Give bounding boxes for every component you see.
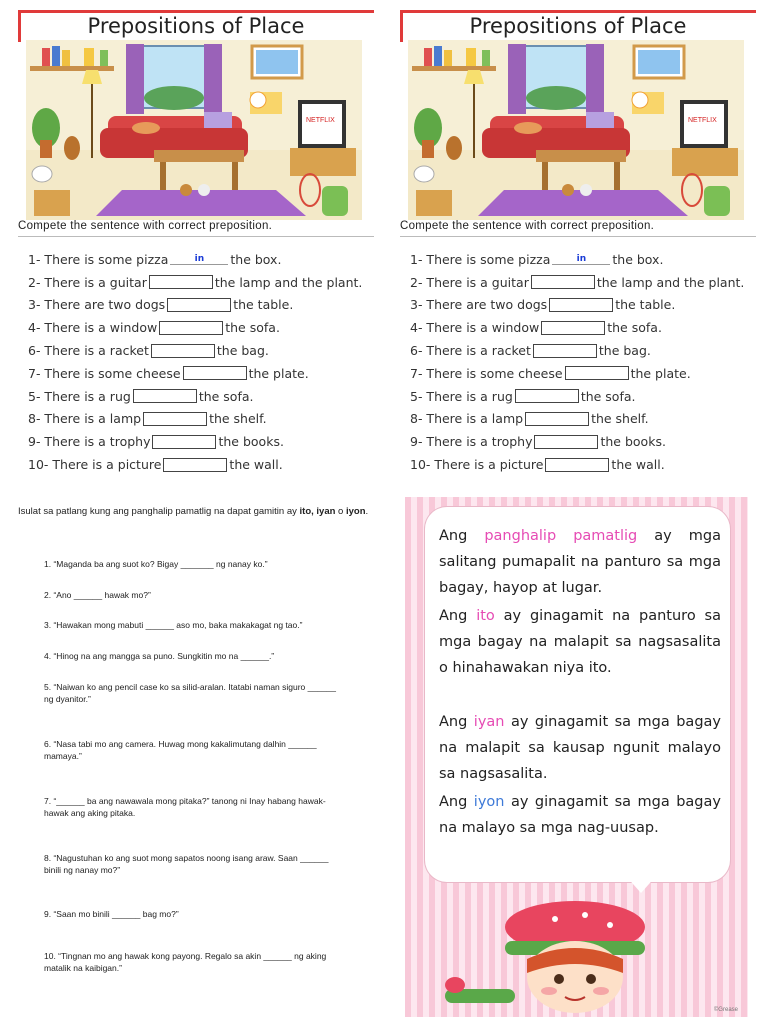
exercise-item: 10. “Tingnan mo ang hawak kong payong. Regalo sa akin ______ ng aking matalik na kaibigan.” bbox=[44, 951, 327, 973]
sentence-row bbox=[28, 385, 368, 408]
highlight-term: ito bbox=[476, 608, 495, 624]
answer-box[interactable] bbox=[565, 366, 629, 380]
sentence-end: the bag. bbox=[598, 343, 651, 359]
para-text: ay ginagamit sa mga bagay na malapit sa kausap ngunit malayo sa nagsasalita. bbox=[439, 714, 721, 782]
answer-box[interactable] bbox=[151, 344, 215, 358]
ito-paragraph bbox=[439, 603, 721, 681]
exercise-item: 7. “______ ba ang nawawala mong pitaka?” tanong ni Inay habang hawak-hawak ang aking pitaka. bbox=[44, 796, 326, 818]
para-text: Ang bbox=[439, 608, 477, 624]
answer-box[interactable] bbox=[525, 412, 589, 426]
answer-box[interactable] bbox=[549, 298, 613, 312]
sentence-row bbox=[410, 248, 750, 271]
pamatlig-exercise bbox=[18, 505, 378, 1005]
worksheet-left bbox=[18, 10, 374, 480]
highlight-term: iyan bbox=[473, 714, 505, 730]
sentence-end: the lamp and the plant. bbox=[596, 274, 745, 290]
highlight-term: panghalip pamatlig bbox=[484, 528, 638, 544]
sentence-end: the sofa. bbox=[225, 320, 280, 336]
sentence-row bbox=[410, 362, 750, 385]
definition-paragraph bbox=[439, 523, 721, 601]
instruction-bold: ito, iyan bbox=[299, 506, 336, 517]
room-scene-illustration bbox=[26, 40, 362, 220]
exercise-item: 5. “Naiwan ko ang pencil case ko sa silid-aralan. Itatabi naman siguro ______ ng dyanitor.” bbox=[44, 682, 337, 704]
sentence-end: the wall. bbox=[229, 457, 283, 473]
sentence-end: the box. bbox=[230, 251, 282, 267]
room-scene-svg bbox=[408, 40, 744, 220]
sentence-end: the sofa. bbox=[607, 320, 662, 336]
answer-box[interactable] bbox=[149, 275, 213, 289]
sentence-end: the box. bbox=[612, 251, 664, 267]
highlight-term: iyon bbox=[473, 794, 505, 810]
sentence-start: 4- There is a window bbox=[410, 320, 540, 336]
sentence-row bbox=[28, 339, 368, 362]
instruction-bold: iyon bbox=[345, 506, 366, 517]
answer-box[interactable] bbox=[133, 389, 197, 403]
sentence-end: the wall. bbox=[611, 457, 665, 473]
answer-box[interactable] bbox=[531, 275, 595, 289]
sentence-row bbox=[410, 294, 750, 317]
answer-box[interactable] bbox=[545, 458, 609, 472]
worksheet-title: Prepositions of Place bbox=[469, 14, 687, 38]
room-scene-svg bbox=[26, 40, 362, 220]
sentence-start: 8- There is a lamp bbox=[28, 411, 142, 427]
sentence-row bbox=[28, 408, 368, 431]
sentence-end: the table. bbox=[615, 297, 676, 313]
sentence-start: 10- There is a picture bbox=[28, 457, 162, 473]
sentence-start: 9- There is a trophy bbox=[28, 434, 151, 450]
sentence-row bbox=[410, 408, 750, 431]
sentence-start: 5- There is a rug bbox=[410, 388, 513, 404]
para-text: Ang bbox=[439, 794, 474, 810]
exercise-item: 1. “Maganda ba ang suot ko? Bigay _______ ng nanay ko.” bbox=[44, 559, 268, 569]
iyan-paragraph bbox=[439, 709, 721, 787]
sentence-start: 10- There is a picture bbox=[410, 457, 544, 473]
sentence-row bbox=[28, 316, 368, 339]
answer-box[interactable] bbox=[159, 321, 223, 335]
para-text: ay mga salitang pumapalit na panturo sa mga bagay, hayop at lugar. bbox=[439, 528, 721, 596]
sentence-end: the shelf. bbox=[209, 411, 267, 427]
sentence-start: 5- There is a rug bbox=[28, 388, 131, 404]
para-text: ay ginagamit sa mga bagay na malayo sa mga nag-uusap. bbox=[439, 794, 721, 836]
sentence-list bbox=[410, 248, 750, 476]
sentence-end: the plate. bbox=[248, 365, 309, 381]
answer-box[interactable] bbox=[167, 298, 231, 312]
exercise-item: 2. “Ano ______ hawak mo?” bbox=[44, 590, 151, 600]
sentence-start: 3- There are two dogs bbox=[28, 297, 166, 313]
sentence-end: the table. bbox=[233, 297, 294, 313]
worksheet-instruction: Compete the sentence with correct preposition. bbox=[18, 220, 374, 237]
sentence-start: 3- There are two dogs bbox=[410, 297, 548, 313]
sentence-start: 7- There is some cheese bbox=[28, 365, 181, 381]
sentence-row bbox=[410, 453, 750, 476]
worksheet-right bbox=[400, 10, 756, 480]
sentence-row bbox=[410, 339, 750, 362]
sentence-list bbox=[28, 248, 368, 476]
sentence-end: the plate. bbox=[630, 365, 691, 381]
instruction-text: Isulat sa patlang kung ang panghalip pamatlig na dapat gamitin ay bbox=[18, 506, 300, 517]
sentence-start: 4- There is a window bbox=[28, 320, 158, 336]
sentence-row bbox=[28, 362, 368, 385]
worksheet-instruction: Compete the sentence with correct preposition. bbox=[400, 220, 756, 237]
exercise-instruction bbox=[18, 505, 378, 518]
answer-box[interactable] bbox=[534, 435, 598, 449]
answer-box[interactable] bbox=[515, 389, 579, 403]
sentence-end: the lamp and the plant. bbox=[214, 274, 363, 290]
sentence-end: the sofa. bbox=[198, 388, 254, 404]
answer-box[interactable] bbox=[183, 366, 247, 380]
tv-netflix-label: NETFLIX bbox=[688, 117, 717, 124]
sentence-start: 1- There is some pizza bbox=[28, 251, 169, 267]
sentence-row bbox=[28, 430, 368, 453]
worksheet-title: Prepositions of Place bbox=[87, 14, 305, 38]
para-text: ay ginagamit na panturo sa mga bagay na malapit sa nagsasalita o hinahawakan niya ito. bbox=[439, 608, 721, 676]
sentence-start: 8- There is a lamp bbox=[410, 411, 524, 427]
sentence-end: the books. bbox=[218, 434, 284, 450]
sentence-start: 7- There is some cheese bbox=[410, 365, 563, 381]
pamatlig-card bbox=[405, 497, 748, 1017]
answer-box[interactable] bbox=[541, 321, 605, 335]
iyon-paragraph bbox=[439, 789, 721, 841]
sentence-end: the sofa. bbox=[580, 388, 636, 404]
room-scene-illustration bbox=[408, 40, 744, 220]
speech-bubble-tail bbox=[625, 875, 657, 893]
sentence-row bbox=[28, 453, 368, 476]
answer-in: in bbox=[552, 254, 610, 265]
sentence-row bbox=[410, 316, 750, 339]
answer-box[interactable] bbox=[163, 458, 227, 472]
instruction-text: . bbox=[365, 506, 369, 517]
instruction-text: o bbox=[335, 506, 346, 517]
exercise-item: 3. “Hawakan mong mabuti ______ aso mo, baka makakagat ng tao.” bbox=[44, 620, 303, 630]
sentence-row bbox=[410, 430, 750, 453]
sentence-start: 2- There is a guitar bbox=[410, 274, 529, 290]
strawberry-girl-illustration bbox=[425, 897, 725, 1017]
answer-box[interactable] bbox=[143, 412, 207, 426]
sentence-end: the books. bbox=[600, 434, 666, 450]
sentence-start: 6- There is a racket bbox=[410, 343, 531, 359]
answer-box[interactable] bbox=[533, 344, 597, 358]
exercise-item: 9. “Saan mo binili ______ bag mo?” bbox=[44, 909, 179, 919]
sentence-start: 6- There is a racket bbox=[28, 343, 149, 359]
sentence-end: the shelf. bbox=[591, 411, 649, 427]
answer-in: in bbox=[170, 254, 228, 265]
sentence-start: 1- There is some pizza bbox=[410, 251, 551, 267]
sentence-row bbox=[28, 271, 368, 294]
para-text: Ang bbox=[439, 714, 474, 730]
sentence-row bbox=[410, 385, 750, 408]
para-text: Ang bbox=[439, 528, 485, 544]
strawberry-girl-svg bbox=[425, 897, 725, 1017]
sentence-row bbox=[28, 294, 368, 317]
exercise-item: 8. “Nagustuhan ko ang suot mong sapatos noong isang araw. Saan ______ binili ng nanay mo?” bbox=[44, 853, 329, 875]
answer-box[interactable] bbox=[152, 435, 216, 449]
tv-netflix-label: NETFLIX bbox=[306, 117, 335, 124]
exercise-item: 4. “Hinog na ang mangga sa puno. Sungkitin mo na ______.” bbox=[44, 651, 275, 661]
sentence-row bbox=[28, 248, 368, 271]
sentence-row bbox=[410, 271, 750, 294]
sentence-start: 9- There is a trophy bbox=[410, 434, 533, 450]
sentence-start: 2- There is a guitar bbox=[28, 274, 147, 290]
exercise-item: 6. “Nasa tabi mo ang camera. Huwag mong kakalimutang dalhin ______ mamaya.” bbox=[44, 739, 317, 761]
credit-text: ©Grease bbox=[713, 1007, 738, 1013]
sentence-end: the bag. bbox=[216, 343, 269, 359]
